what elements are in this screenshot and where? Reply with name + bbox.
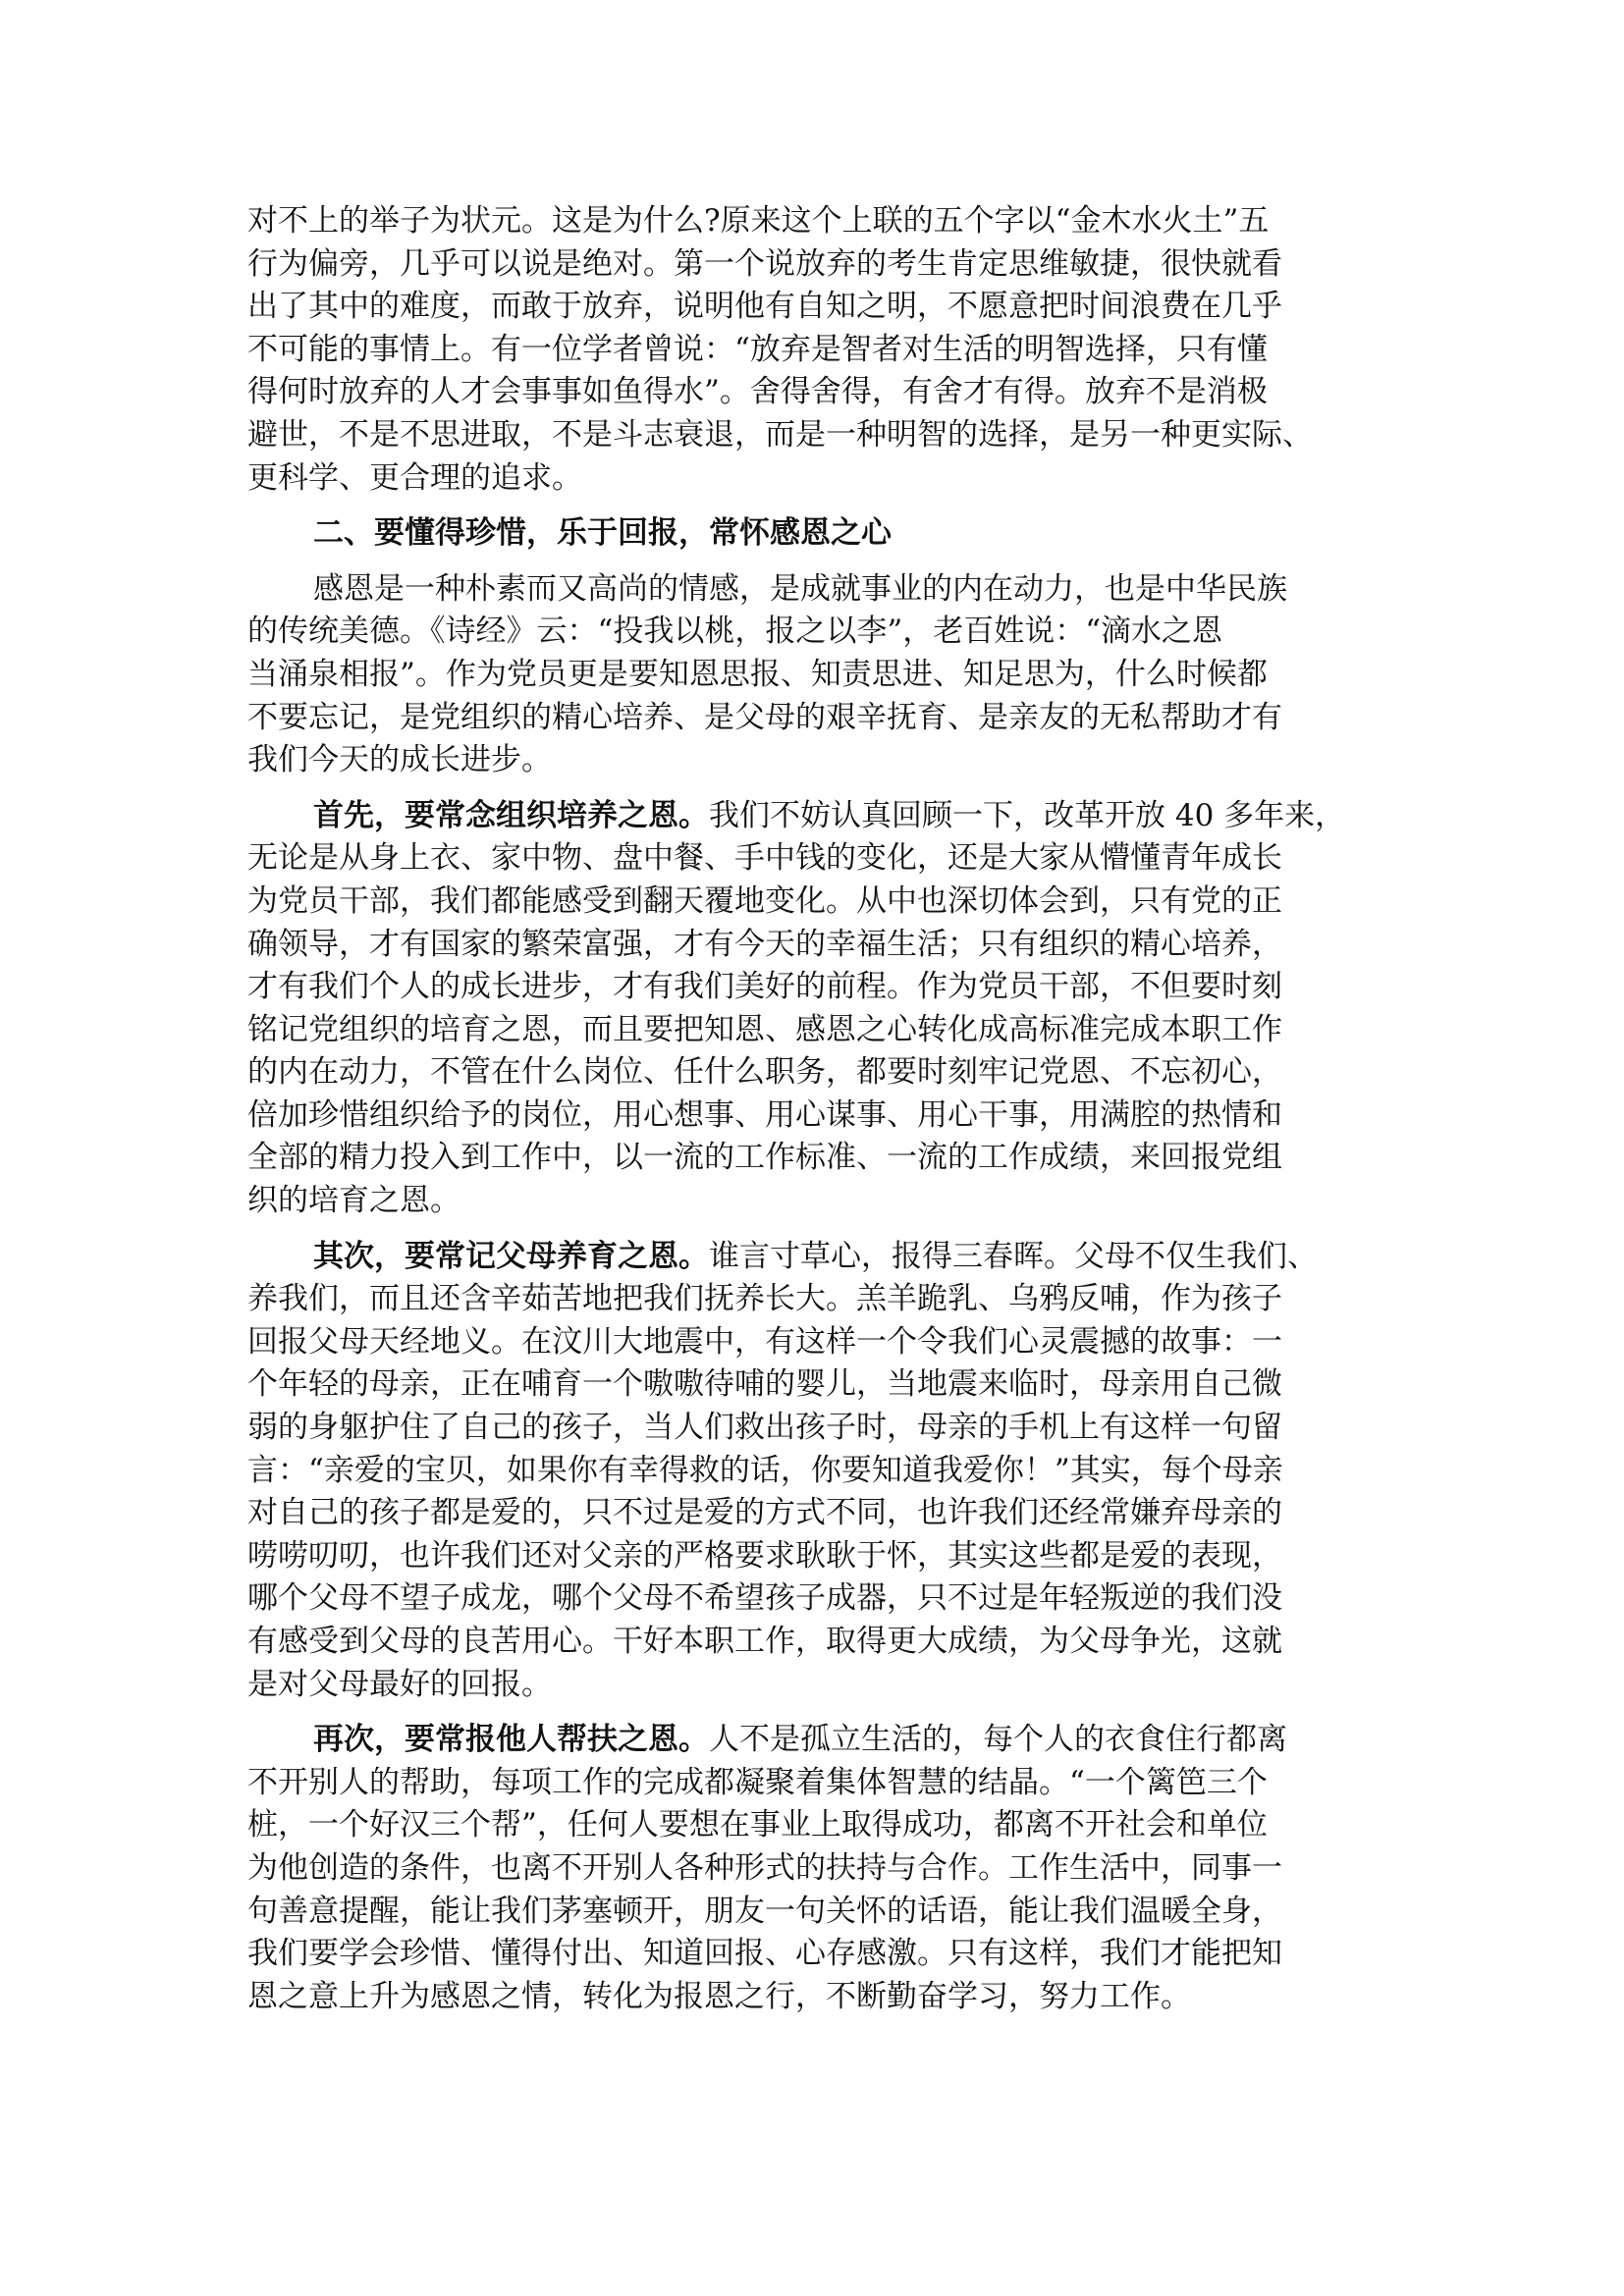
paragraph-organization-gratitude xyxy=(247,795,1386,1223)
document-page xyxy=(247,200,1386,2031)
text-line: 倍加珍惜组织给予的岗位，用心想事、用心谋事、用心干事，用满腔的热情和 xyxy=(247,1096,1282,1133)
paragraph-renunciation xyxy=(247,200,1386,500)
text-line: 对自己的孩子都是爱的，只不过是爱的方式不同，也许我们还经常嫌弃母亲的 xyxy=(247,1495,1282,1531)
text-line xyxy=(247,1236,1386,1279)
paragraph-parents-gratitude xyxy=(247,1236,1386,1707)
text-line: 我们要学会珍惜、懂得付出、知道回报、心存感激。只有这样，我们才能把知 xyxy=(247,1936,1282,1972)
section-heading-text: 二、要懂得珍惜，乐于回报，常怀感恩之心 xyxy=(313,515,892,552)
text-line: 桩，一个好汉三个帮”，任何人要想在事业上取得成功，都离不开社会和单位 xyxy=(247,1807,1268,1843)
paragraph-lead: 首先，要常念组织培养之恩。 xyxy=(313,797,709,833)
text-line: 句善意提醒，能让我们茅塞顿开，朋友一句关怀的话语，能让我们温暖全身， xyxy=(247,1893,1282,1929)
text-line: 为党员干部，我们都能感受到翻天覆地变化。从中也深切体会到，只有党的正 xyxy=(247,882,1282,919)
text-line: 弱的身躯护住了自己的孩子，当人们救出孩子时，母亲的手机上有这样一句留 xyxy=(247,1410,1282,1446)
text-line: 不可能的事情上。有一位学者曾说：“放弃是智者对生活的明智选择，只有懂 xyxy=(247,331,1268,367)
text-line: 个年轻的母亲，正在哺育一个嗷嗷待哺的婴儿，当地震来临时，母亲用自己微 xyxy=(247,1366,1282,1403)
text-line: 是对父母最好的回报。 xyxy=(247,1666,552,1702)
text-line: 唠唠叨叨，也许我们还对父亲的严格要求耿耿于怀，其实这些都是爱的表现， xyxy=(247,1537,1282,1574)
text-line: 才有我们个人的成长进步，才有我们美好的前程。作为党员干部，不但要时刻 xyxy=(247,969,1282,1005)
text-line: 织的培育之恩。 xyxy=(247,1183,460,1219)
text-line: 不要忘记，是党组织的精心培养、是父母的艰辛抚育、是亲友的无私帮助才有 xyxy=(247,699,1282,735)
lead-line-rest: 谁言寸草心，报得三春晖。父母不仅生我们、 xyxy=(709,1238,1318,1274)
text-line: 全部的精力投入到工作中，以一流的工作标准、一流的工作成绩，来回报党组 xyxy=(247,1140,1282,1176)
text-line: 感恩是一种朴素而又高尚的情感，是成就事业的内在动力，也是中华民族 xyxy=(313,570,1287,607)
text-line: 铭记党组织的培育之恩，而且要把知恩、感恩之心转化成高标准完成本职工作 xyxy=(247,1011,1282,1047)
text-line: 确领导，才有国家的繁荣富强，才有今天的幸福生活；只有组织的精心培养， xyxy=(247,926,1282,962)
text-line xyxy=(247,1719,1386,1762)
text-line: 避世，不是不思进取，不是斗志衰退，而是一种明智的选择，是另一种更实际、 xyxy=(247,416,1313,453)
text-line: 我们今天的成长进步。 xyxy=(247,742,552,778)
paragraph-lead: 再次，要常报他人帮扶之恩。 xyxy=(313,1722,709,1758)
text-line: 行为偏旁，几乎可以说是绝对。第一个说放弃的考生肯定思维敏捷，很快就看 xyxy=(247,245,1282,282)
text-line: 不开别人的帮助，每项工作的完成都凝聚着集体智慧的结晶。“一个篱笆三个 xyxy=(247,1764,1268,1800)
text-line: 无论是从身上衣、家中物、盘中餐、手中钱的变化，还是大家从懵懂青年成长 xyxy=(247,840,1282,877)
paragraph-lead: 其次，要常记父母养育之恩。 xyxy=(313,1238,709,1274)
lead-line-rest: 我们不妨认真回顾一下，改革开放 40 多年来， xyxy=(709,797,1346,833)
text-line: 言：“亲爱的宝贝，如果你有幸得救的话，你要知道我爱你！”其实，每个母亲 xyxy=(247,1452,1283,1488)
text-line: 得何时放弃的人才会事事如鱼得水”。舍得舍得，有舍才有得。放弃不是消极 xyxy=(247,374,1268,410)
text-line: 的内在动力，不管在什么岗位、任什么职务，都要时刻牢记党恩、不忘初心， xyxy=(247,1054,1282,1091)
text-line: 回报父母天经地义。在汶川大地震中，有这样一个令我们心灵震撼的故事：一 xyxy=(247,1323,1282,1360)
text-line: 更科学、更合理的追求。 xyxy=(247,459,582,496)
text-line: 出了其中的难度，而敢于放弃，说明他有自知之明，不愿意把时间浪费在几乎 xyxy=(247,289,1282,325)
text-line: 哪个父母不望子成龙，哪个父母不希望孩子成器，只不过是年轻叛逆的我们没 xyxy=(247,1580,1282,1617)
text-line: 对不上的举子为状元。这是为什么?原来这个上联的五个字以“金木水火土”五 xyxy=(247,203,1270,239)
text-line: 的传统美德。《诗经》云：“投我以桃，报之以李”，老百姓说：“滴水之恩 xyxy=(247,614,1223,650)
paragraph-gratitude-intro xyxy=(247,568,1386,782)
section-heading-2 xyxy=(247,512,1386,556)
text-line: 有感受到父母的良苦用心。干好本职工作，取得更大成绩，为父母争光，这就 xyxy=(247,1624,1282,1659)
text-line: 恩之意上升为感恩之情，转化为报恩之行，不断勤奋学习，努力工作。 xyxy=(247,1978,1191,2014)
text-line: 为他创造的条件，也离不开别人各种形式的扶持与合作。工作生活中，同事一 xyxy=(247,1849,1282,1886)
text-line: 当涌泉相报”。作为党员更是要知恩思报、知责思进、知足思为，什么时候都 xyxy=(247,656,1268,692)
text-line: 养我们，而且还含辛茹苦地把我们抚养长大。羔羊跪乳、乌鸦反哺，作为孩子 xyxy=(247,1281,1282,1317)
text-line xyxy=(247,795,1386,838)
paragraph-others-gratitude xyxy=(247,1719,1386,2018)
lead-line-rest: 人不是孤立生活的，每个人的衣食住行都离 xyxy=(709,1722,1287,1758)
